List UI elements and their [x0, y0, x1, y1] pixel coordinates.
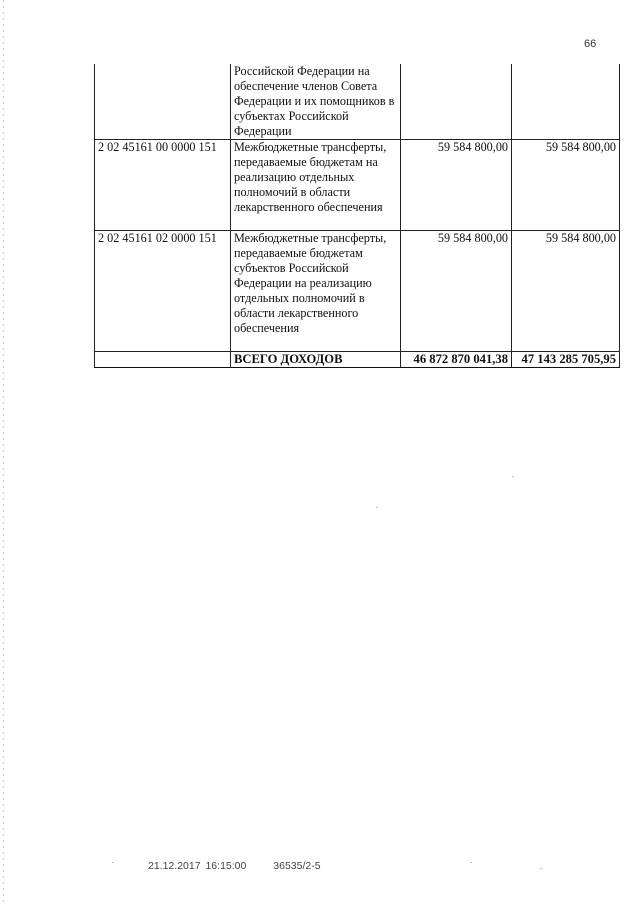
scan-speck: [112, 862, 114, 863]
budget-code-cell: 2 02 45161 02 0000 151: [95, 231, 231, 352]
amount-cell-2019: 59 584 800,00: [512, 140, 620, 231]
amount-cell-2019: [512, 64, 620, 140]
table-row: [95, 140, 620, 231]
table-row: [95, 64, 620, 140]
total-code-cell: [95, 352, 231, 368]
amount-cell-2018: [401, 64, 512, 140]
total-row: [95, 352, 620, 368]
revenue-name-cell: Межбюджетные трансферты, передаваемые бюджетам на реализацию отдельных полномочий в области лекарственного обеспечения: [231, 140, 401, 231]
revenue-name-cell: Межбюджетные трансферты, передаваемые бюджетам субъектов Российской Федерации на реализацию отдельных полномочий в области лекарственного обеспечения: [231, 231, 401, 352]
page-number: 66: [584, 38, 597, 50]
revenue-name-cell: Российской Федерации на обеспечение членов Совета Федерации и их помощников в субъектах Российской Федерации: [231, 64, 401, 140]
scan-speck: [540, 868, 542, 869]
footer-datetime: 21.12.2017 16:15:00: [148, 860, 247, 872]
scan-speck: [470, 862, 472, 863]
footer-stamp: [148, 860, 343, 872]
amount-cell-2018: 59 584 800,00: [401, 231, 512, 352]
footer-document-id: 36535/2-5: [273, 860, 321, 872]
scan-speck: [376, 507, 378, 508]
scan-speck: [512, 476, 514, 477]
table-row: [95, 231, 620, 352]
total-amount-2018: 46 872 870 041,38: [401, 352, 512, 368]
budget-code-cell: 2 02 45161 00 0000 151: [95, 140, 231, 231]
total-label: ВСЕГО ДОХОДОВ: [231, 352, 401, 368]
scan-edge-artifact: [3, 0, 4, 905]
revenue-table: [94, 64, 620, 368]
amount-cell-2018: 59 584 800,00: [401, 140, 512, 231]
budget-code-cell: [95, 64, 231, 140]
amount-cell-2019: 59 584 800,00: [512, 231, 620, 352]
total-amount-2019: 47 143 285 705,95: [512, 352, 620, 368]
